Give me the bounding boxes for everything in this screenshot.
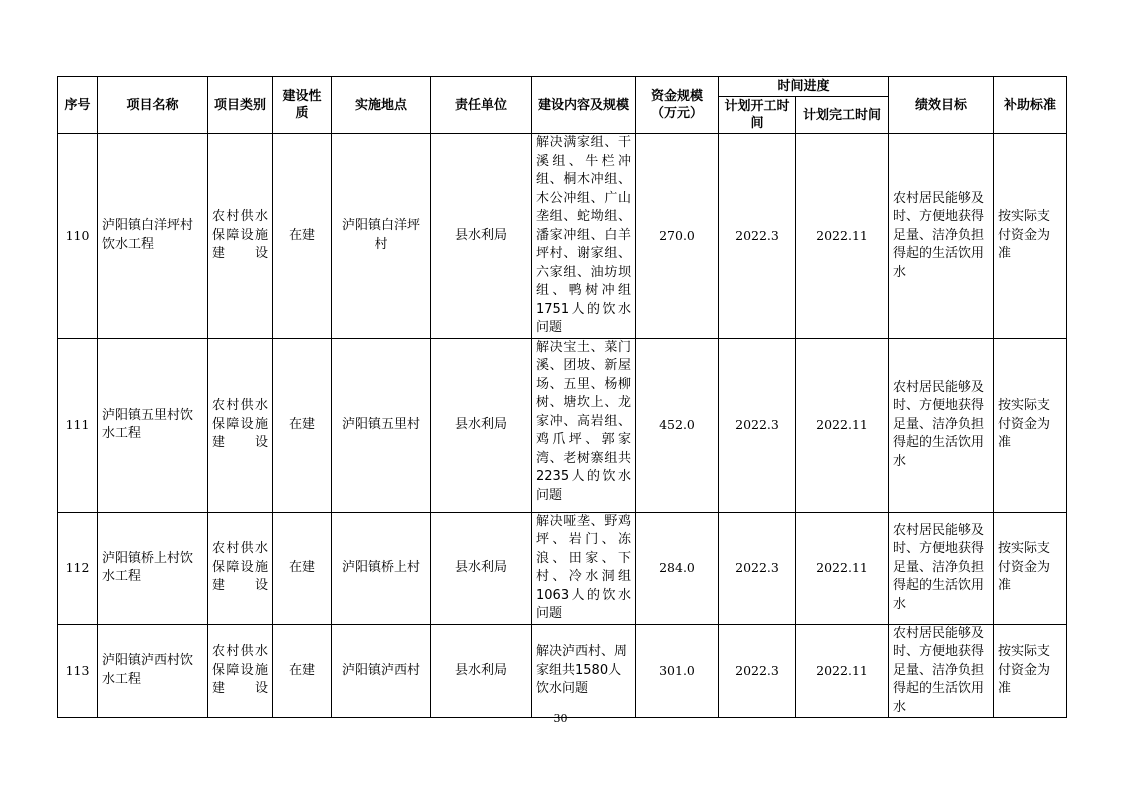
- row-nature: 在建: [273, 134, 332, 339]
- header-index: 序号: [58, 77, 98, 134]
- table-row: [58, 512, 1067, 624]
- project-table: [57, 76, 1067, 718]
- row-goal: 农村居民能够及时、方便地获得足量、洁净负担得起的生活饮用水: [889, 338, 994, 512]
- row-index: 111: [58, 338, 98, 512]
- row-index: 113: [58, 624, 98, 718]
- header-unit: 责任单位: [431, 77, 532, 134]
- row-location: 泸阳镇白洋坪村: [332, 134, 431, 339]
- row-index: 112: [58, 512, 98, 624]
- row-subsidy: 按实际支付资金为准: [994, 512, 1067, 624]
- row-unit: 县水利局: [431, 338, 532, 512]
- header-subsidy: 补助标准: [994, 77, 1067, 134]
- header-start: 计划开工时间: [719, 97, 796, 134]
- header-category: 项目类别: [208, 77, 273, 134]
- row-category: 农村供水保障设施建设: [208, 512, 273, 624]
- row-goal: 农村居民能够及时、方便地获得足量、洁净负担得起的生活饮用水: [889, 624, 994, 718]
- row-nature: 在建: [273, 624, 332, 718]
- table-row: [58, 134, 1067, 339]
- header-end: 计划完工时间: [796, 97, 889, 134]
- row-content: 解决哑垄、野鸡坪、岩门、冻浪、田家、下村、冷水洞组1063人的饮水问题: [532, 512, 636, 624]
- row-funds: 270.0: [636, 134, 719, 339]
- row-location: 泸阳镇泸西村: [332, 624, 431, 718]
- row-location: 泸阳镇五里村: [332, 338, 431, 512]
- row-funds: 452.0: [636, 338, 719, 512]
- header-content: 建设内容及规模: [532, 77, 636, 134]
- row-nature: 在建: [273, 338, 332, 512]
- row-end: 2022.11: [796, 512, 889, 624]
- row-subsidy: 按实际支付资金为准: [994, 338, 1067, 512]
- page-number: 30: [553, 712, 568, 725]
- header-schedule: 时间进度: [719, 77, 889, 97]
- table-row: [58, 624, 1067, 718]
- row-unit: 县水利局: [431, 624, 532, 718]
- row-start: 2022.3: [719, 134, 796, 339]
- row-index: 110: [58, 134, 98, 339]
- row-goal: 农村居民能够及时、方便地获得足量、洁净负担得起的生活饮用水: [889, 512, 994, 624]
- header-name: 项目名称: [98, 77, 208, 134]
- row-start: 2022.3: [719, 512, 796, 624]
- row-category: 农村供水保障设施建设: [208, 134, 273, 339]
- row-location: 泸阳镇桥上村: [332, 512, 431, 624]
- row-category: 农村供水保障设施建设: [208, 338, 273, 512]
- row-subsidy: 按实际支付资金为准: [994, 134, 1067, 339]
- row-nature: 在建: [273, 512, 332, 624]
- row-name: 泸阳镇白洋坪村饮水工程: [98, 134, 208, 339]
- header-funds: 资金规模（万元）: [636, 77, 719, 134]
- row-funds: 284.0: [636, 512, 719, 624]
- table-header: [58, 77, 1067, 134]
- header-location: 实施地点: [332, 77, 431, 134]
- row-end: 2022.11: [796, 624, 889, 718]
- row-start: 2022.3: [719, 338, 796, 512]
- row-name: 泸阳镇泸西村饮水工程: [98, 624, 208, 718]
- row-goal: 农村居民能够及时、方便地获得足量、洁净负担得起的生活饮用水: [889, 134, 994, 339]
- row-name: 泸阳镇五里村饮水工程: [98, 338, 208, 512]
- row-category: 农村供水保障设施建设: [208, 624, 273, 718]
- row-content: 解决满家组、干溪组、牛栏冲组、桐木冲组、木公冲组、广山垄组、蛇坳组、潘家冲组、白羊坪村、谢家组、六家组、油坊坝组、鸭树冲组1751人的饮水问题: [532, 134, 636, 339]
- row-content: 解决泸西村、周家组共1580人饮水问题: [532, 624, 636, 718]
- row-end: 2022.11: [796, 134, 889, 339]
- header-nature: 建设性质: [273, 77, 332, 134]
- table-row: [58, 338, 1067, 512]
- row-content: 解决宝土、菜门溪、团坡、新屋场、五里、杨柳树、塘坎上、龙家冲、高岩组、鸡爪坪、郭家湾、老树寨组共2235人的饮水问题: [532, 338, 636, 512]
- row-subsidy: 按实际支付资金为准: [994, 624, 1067, 718]
- row-unit: 县水利局: [431, 512, 532, 624]
- row-unit: 县水利局: [431, 134, 532, 339]
- row-funds: 301.0: [636, 624, 719, 718]
- row-start: 2022.3: [719, 624, 796, 718]
- row-end: 2022.11: [796, 338, 889, 512]
- row-name: 泸阳镇桥上村饮水工程: [98, 512, 208, 624]
- header-goal: 绩效目标: [889, 77, 994, 134]
